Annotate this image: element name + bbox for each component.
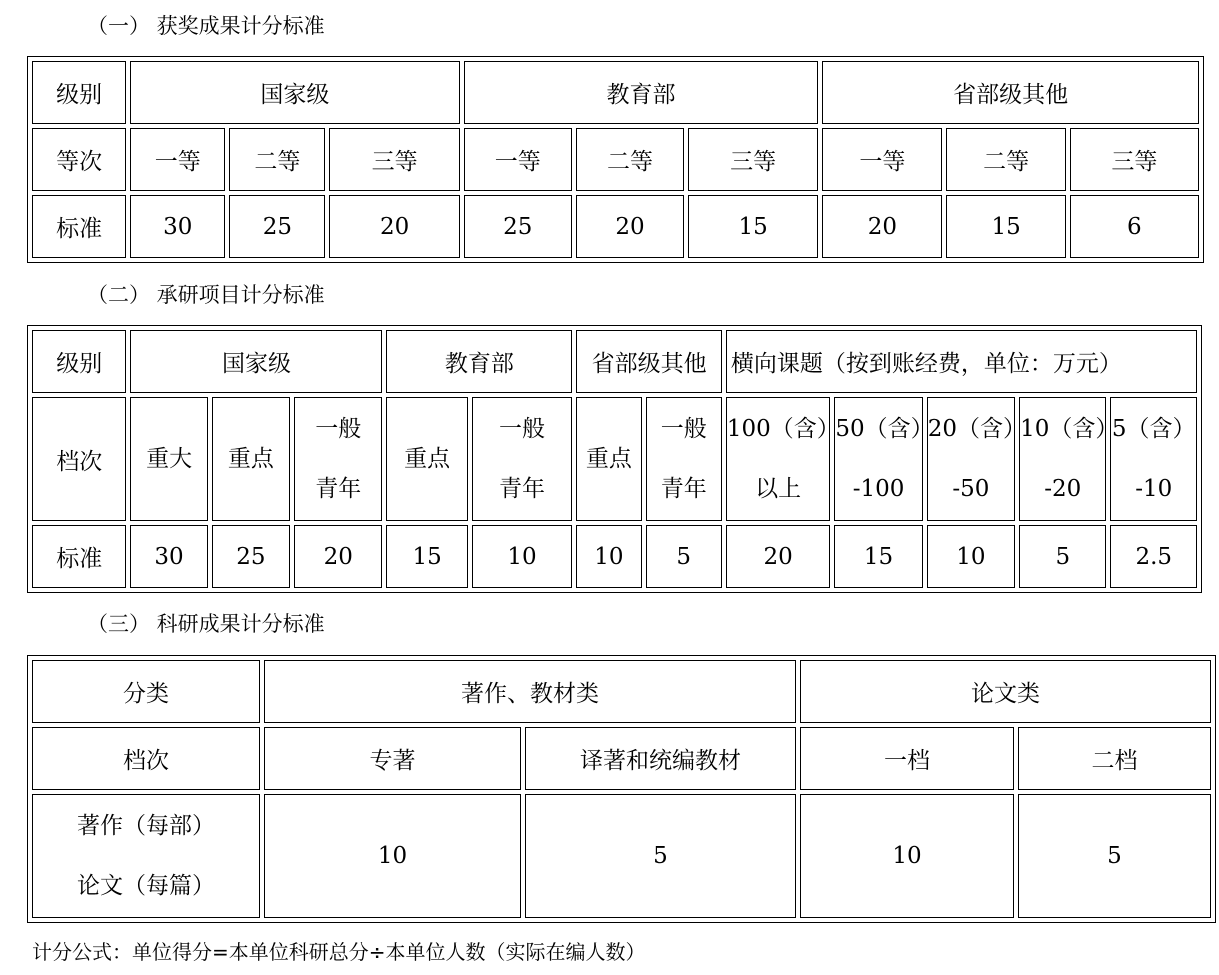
rank-line1: 100（含） — [726, 416, 840, 442]
section2-heading: （二） 承研项目计分标准 — [87, 283, 325, 307]
row-label: 等次 — [32, 128, 126, 191]
rank-cell — [1019, 397, 1119, 521]
table-row — [32, 61, 1199, 124]
level-cell: 省部级其他 — [576, 330, 722, 393]
rank-cell — [646, 397, 722, 521]
row-label: 档次 — [32, 727, 260, 790]
score-cell: 10 — [800, 794, 1014, 918]
rank-cell: 二等 — [946, 128, 1065, 191]
level-cell: 省部级其他 — [822, 61, 1199, 124]
rank-line2: 青年 — [499, 476, 546, 502]
score-cell: 2.5 — [1110, 525, 1197, 588]
rank-cell: 一等 — [464, 128, 572, 191]
row-label-line2: 论文（每篇） — [77, 873, 215, 899]
table-row — [32, 660, 1211, 723]
score-cell: 30 — [130, 525, 207, 588]
achievement-score-table — [27, 655, 1216, 923]
table-row — [32, 525, 1197, 588]
score-cell: 25 — [464, 195, 572, 258]
award-score-table — [27, 56, 1204, 263]
rank-cell: 二等 — [576, 128, 684, 191]
score-cell: 10 — [576, 525, 641, 588]
score-cell: 5 — [646, 525, 722, 588]
score-cell: 20 — [726, 525, 830, 588]
score-cell: 5 — [1018, 794, 1211, 918]
table-row — [32, 195, 1199, 258]
row-label: 档次 — [32, 397, 126, 521]
rank-line1: 一般 — [499, 416, 546, 442]
rank-line1: 一般 — [315, 416, 362, 442]
level-cell: 国家级 — [130, 61, 460, 124]
rank-line1: 重点 — [227, 446, 274, 472]
rank-cell — [130, 397, 207, 521]
rank-cell — [834, 397, 934, 521]
rank-line1: 5（含） — [1111, 416, 1196, 442]
row-label-line1: 著作（每部） — [77, 813, 215, 839]
level-cell: 国家级 — [130, 330, 382, 393]
rank-cell: 一等 — [130, 128, 225, 191]
score-cell: 25 — [229, 195, 325, 258]
rank-cell: 三等 — [1070, 128, 1199, 191]
rank-line1: 一般 — [660, 416, 707, 442]
rank-line1: 50（含） — [835, 416, 934, 442]
row-label: 标准 — [32, 195, 126, 258]
score-cell: 20 — [576, 195, 684, 258]
score-cell: 5 — [525, 794, 796, 918]
table-row — [32, 397, 1197, 521]
row-label: 分类 — [32, 660, 260, 723]
table-row — [32, 330, 1197, 393]
rank-line2: 青年 — [660, 476, 707, 502]
table-row — [32, 128, 1199, 191]
score-cell: 10 — [927, 525, 1015, 588]
rank-cell: 专著 — [264, 727, 521, 790]
score-cell: 6 — [1070, 195, 1199, 258]
score-cell: 10 — [472, 525, 572, 588]
section3-heading: （三） 科研成果计分标准 — [87, 612, 325, 636]
row-label: 标准 — [32, 525, 126, 588]
rank-line2: -50 — [952, 476, 990, 502]
table-row — [32, 794, 1211, 918]
row-label: 级别 — [32, 61, 126, 124]
rank-line1: 20（含） — [927, 416, 1026, 442]
score-cell: 15 — [834, 525, 922, 588]
score-cell: 15 — [688, 195, 818, 258]
score-cell: 15 — [386, 525, 467, 588]
rank-line1: 重点 — [585, 446, 632, 472]
rank-line2: -100 — [852, 476, 905, 502]
rank-cell: 二档 — [1018, 727, 1211, 790]
level-cell: 教育部 — [386, 330, 572, 393]
rank-line2: 以上 — [755, 476, 802, 502]
rank-cell — [576, 397, 641, 521]
score-cell: 25 — [212, 525, 290, 588]
row-label: 级别 — [32, 330, 126, 393]
score-cell: 20 — [822, 195, 942, 258]
level-cell: 教育部 — [464, 61, 819, 124]
table-row — [32, 727, 1211, 790]
rank-cell: 三等 — [688, 128, 818, 191]
category-cell: 著作、教材类 — [264, 660, 796, 723]
rank-cell: 二等 — [229, 128, 325, 191]
score-cell: 20 — [294, 525, 382, 588]
level-cell: 横向课题（按到账经费，单位：万元） — [726, 330, 1197, 393]
score-cell: 20 — [329, 195, 459, 258]
rank-cell: 一档 — [800, 727, 1014, 790]
rank-line1: 10（含） — [1020, 416, 1119, 442]
project-score-table — [27, 325, 1202, 593]
rank-cell: 三等 — [329, 128, 459, 191]
score-cell: 15 — [946, 195, 1065, 258]
rank-line1: 重点 — [404, 446, 451, 472]
score-cell: 30 — [130, 195, 225, 258]
formula-note: 计分公式：单位得分=本单位科研总分÷本单位人数（实际在编人数） — [32, 940, 646, 964]
rank-cell — [212, 397, 290, 521]
rank-cell — [726, 397, 840, 521]
rank-cell — [927, 397, 1026, 521]
rank-cell: 一等 — [822, 128, 942, 191]
rank-cell — [472, 397, 572, 521]
rank-cell — [386, 397, 467, 521]
rank-line2: -10 — [1135, 476, 1173, 502]
row-label — [32, 794, 260, 918]
category-cell: 论文类 — [800, 660, 1211, 723]
rank-line1: 重大 — [146, 446, 193, 472]
score-cell: 10 — [264, 794, 521, 918]
rank-line2: -20 — [1044, 476, 1082, 502]
section1-heading: （一） 获奖成果计分标准 — [87, 14, 325, 38]
rank-line2: 青年 — [315, 476, 362, 502]
rank-cell — [294, 397, 382, 521]
rank-cell — [1110, 397, 1197, 521]
score-cell: 5 — [1019, 525, 1106, 588]
rank-cell: 译著和统编教材 — [525, 727, 796, 790]
